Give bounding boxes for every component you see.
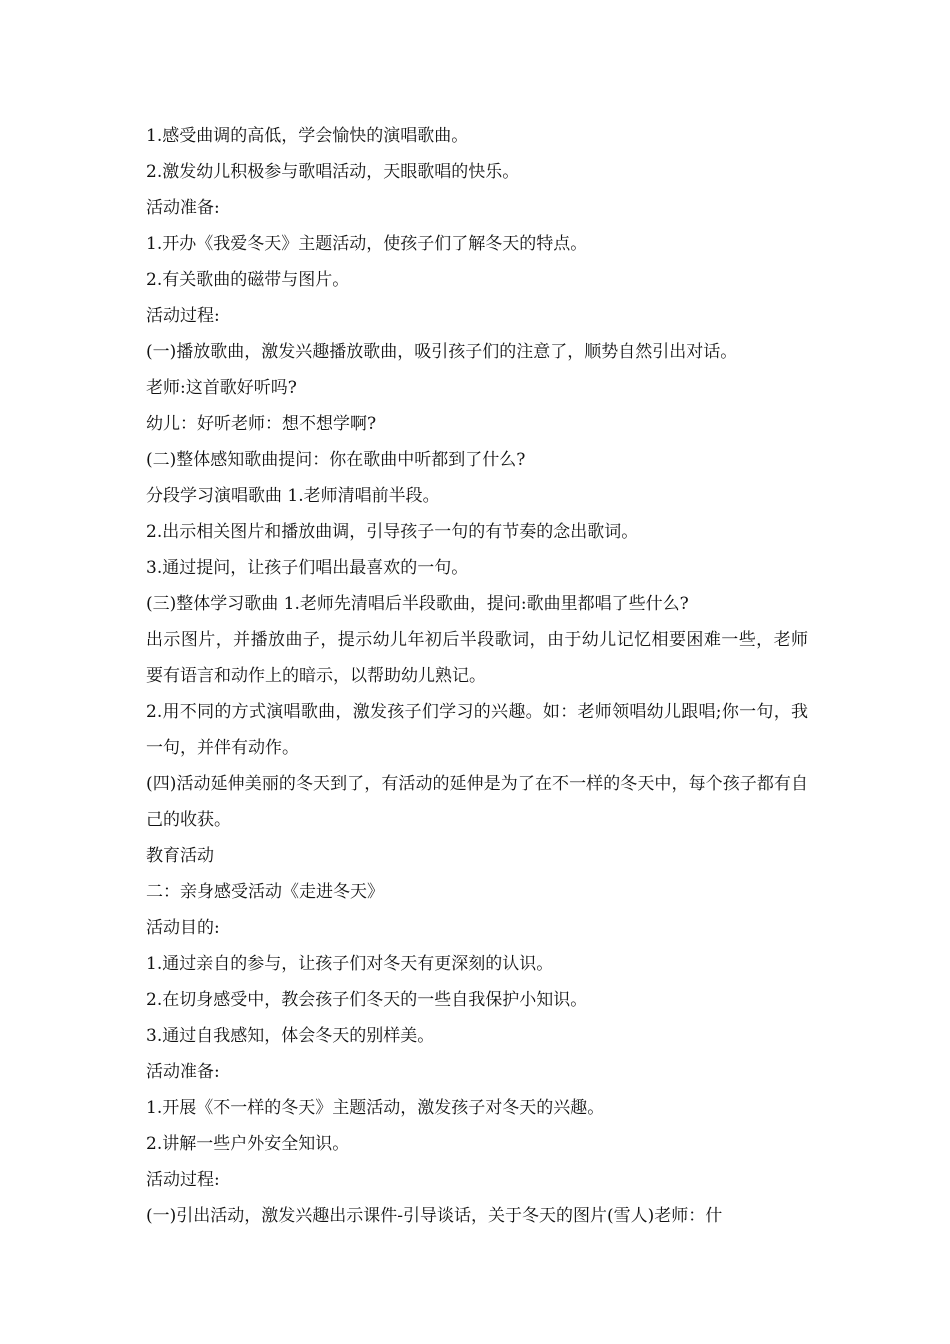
text-line: 1.感受曲调的高低，学会愉快的演唱歌曲。 <box>146 126 469 146</box>
section-heading: 活动过程: <box>146 1170 220 1190</box>
text-line: 1.开展《不一样的冬天》主题活动，激发孩子对冬天的兴趣。 <box>146 1098 605 1118</box>
text-line: (一)播放歌曲，激发兴趣播放歌曲，吸引孩子们的注意了，顺势自然引出对话。 <box>146 342 738 362</box>
text-line: 分段学习演唱歌曲 1.老师清唱前半段。 <box>146 486 440 506</box>
paragraph: 出示图片，并播放曲子，提示幼儿年初后半段歌词，由于幼儿记忆相要困难一些，老师要有语言和动作上的暗示，以帮助幼儿熟记。 <box>146 630 808 686</box>
document-body <box>146 118 808 1234</box>
text-line: (二)整体感知歌曲提问：你在歌曲中听都到了什么? <box>146 450 526 470</box>
text-line: 幼儿：好听老师：想不想学啊? <box>146 414 377 434</box>
text-line: 3.通过自我感知，体会冬天的别样美。 <box>146 1026 435 1046</box>
text-line: 2.讲解一些户外安全知识。 <box>146 1134 350 1154</box>
section-heading: 活动准备: <box>146 1062 220 1082</box>
text-line: 2.在切身感受中，教会孩子们冬天的一些自我保护小知识。 <box>146 990 588 1010</box>
text-line: 1.通过亲自的参与，让孩子们对冬天有更深刻的认识。 <box>146 954 554 974</box>
text-line: 老师:这首歌好听吗? <box>146 378 297 398</box>
section-heading: 活动过程: <box>146 306 220 326</box>
text-line: 2.出示相关图片和播放曲调，引导孩子一句的有节奏的念出歌词。 <box>146 522 639 542</box>
text-line: (一)引出活动，激发兴趣出示课件-引导谈话，关于冬天的图片(雪人)老师：什 <box>146 1206 723 1226</box>
section-heading: 活动准备: <box>146 198 220 218</box>
paragraph: (四)活动延伸美丽的冬天到了，有活动的延伸是为了在不一样的冬天中，每个孩子都有自己的收获。 <box>146 774 808 830</box>
paragraph: 2.用不同的方式演唱歌曲，激发孩子们学习的兴趣。如：老师领唱幼儿跟唱;你一句，我一句，并伴有动作。 <box>146 702 808 758</box>
text-line: 1.开办《我爱冬天》主题活动，使孩子们了解冬天的特点。 <box>146 234 588 254</box>
text-line: 2.激发幼儿积极参与歌唱活动，天眼歌唱的快乐。 <box>146 162 520 182</box>
text-line: (三)整体学习歌曲 1.老师先清唱后半段歌曲，提问:歌曲里都唱了些什么? <box>146 594 689 614</box>
section-heading: 教育活动 <box>146 846 214 866</box>
text-line: 2.有关歌曲的磁带与图片。 <box>146 270 350 290</box>
section-heading: 活动目的: <box>146 918 220 938</box>
text-line: 3.通过提问，让孩子们唱出最喜欢的一句。 <box>146 558 469 578</box>
activity-title: 二：亲身感受活动《走进冬天》 <box>146 882 384 902</box>
